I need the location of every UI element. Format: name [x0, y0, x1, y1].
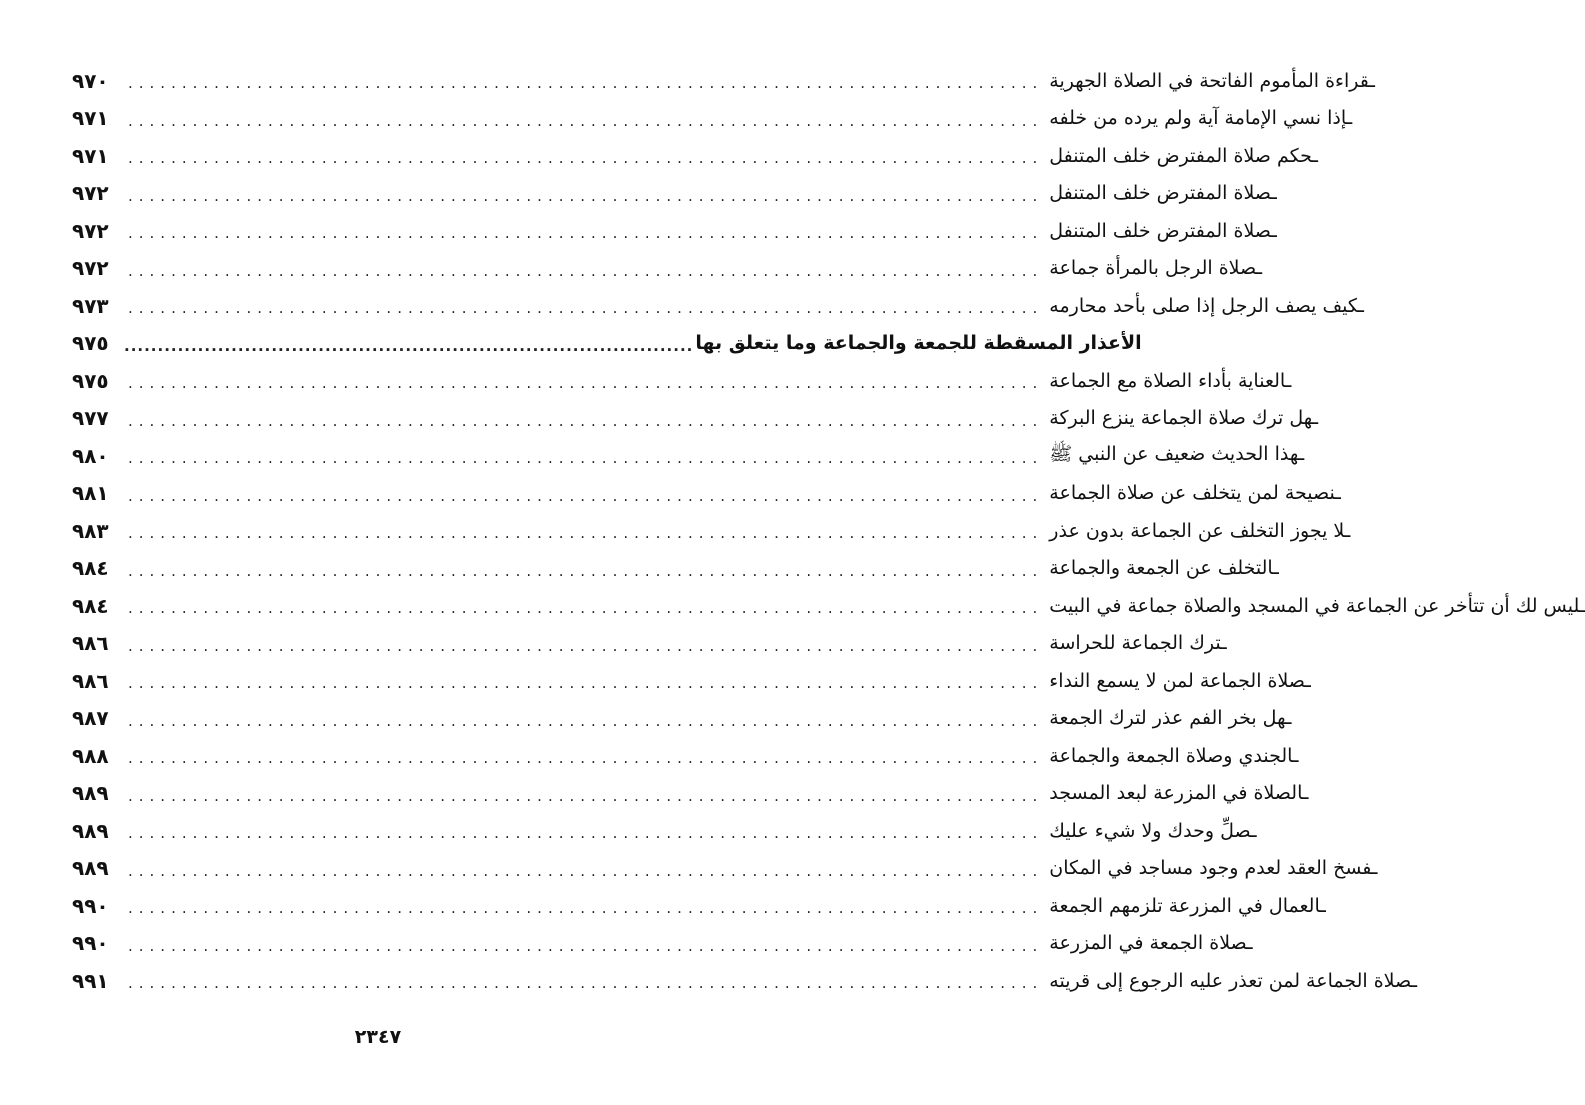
toc-page-number: ٩٧٠: [72, 68, 109, 93]
toc-section-title: الأعذار المسقطة للجمعة والجماعة وما يتعلق بها: [695, 332, 1142, 355]
toc-entry: [72, 587, 1585, 625]
toc-page-number: ٩٨٧: [72, 706, 109, 731]
dot-leader: .....................................................................................: [128, 674, 1044, 693]
toc-page-number: ٩٩١: [72, 968, 109, 993]
dot-leader: .....................................................................................: [128, 74, 1044, 93]
toc-entry-title: ـترك الجماعة للحراسة: [1049, 632, 1227, 655]
dot-leader: .....................................................................................: [128, 899, 1044, 918]
toc-entry-title: ـهل بخر الفم عذر لترك الجمعة: [1049, 707, 1292, 730]
dot-leader: .....................................................................................: [128, 936, 1044, 955]
toc-entry: [72, 400, 1319, 438]
toc-entry-title: ـالتخلف عن الجمعة والجماعة: [1049, 557, 1279, 580]
dot-leader: .....................................................................................: [128, 711, 1044, 730]
toc-entry: [72, 550, 1279, 588]
toc-entry: [72, 850, 1378, 888]
toc-entry-title: ـلا يجوز التخلف عن الجماعة بدون عذر: [1049, 519, 1351, 542]
toc-entry: [72, 137, 1318, 175]
dot-leader: .....................................................................................: [128, 636, 1044, 655]
toc-page-number: ٩٨٠: [72, 443, 109, 468]
toc-page-number: ٩٩٠: [72, 931, 109, 956]
dot-leader: .....................................................................................: [128, 824, 1044, 843]
dot-leader: .....................................................................................: [128, 299, 1044, 318]
dot-leader: .....................................................................................: [128, 524, 1044, 543]
dot-leader: .....................................................................................: [128, 111, 1044, 130]
toc-entry: [72, 475, 1341, 513]
toc-page-number: ٩٧٢: [72, 256, 109, 281]
toc-entry: [72, 100, 1353, 138]
toc-entry-title: ـإذا نسي الإمامة آية ولم يرده من خلفه: [1049, 107, 1353, 130]
dot-leader: .....................................................................................: [128, 411, 1044, 430]
toc-page-number: ٩٨٩: [72, 781, 109, 806]
dot-leader: .....................................................................................: [128, 786, 1044, 805]
toc-page-number: ٩٨٤: [72, 556, 109, 581]
dot-leader: .....................................................................................: [128, 449, 1044, 468]
toc-page-number: ٩٨١: [72, 481, 109, 506]
toc-page-number: ٩٨٩: [72, 818, 109, 843]
toc-page-number: ٩٨٣: [72, 518, 109, 543]
toc-entry-title: ـصلاة الرجل بالمرأة جماعة: [1049, 257, 1263, 280]
dot-leader: .....................................................................................: [128, 599, 1044, 618]
dot-leader: .....................................................................................: [128, 861, 1044, 880]
toc-entry: [72, 362, 1292, 400]
toc-page-number: ٩٨٦: [72, 631, 109, 656]
toc-entry-title: ـكيف يصف الرجل إذا صلى بأحد محارمه: [1049, 294, 1364, 317]
toc-page-number: ٩٧١: [72, 143, 109, 168]
toc-entry: [72, 212, 1277, 250]
toc-entry: [72, 625, 1227, 663]
toc-entry-title: ـالعمال في المزرعة تلزمهم الجمعة: [1049, 894, 1326, 917]
toc-entry-title: ـصلاة المفترض خلف المتنفل: [1049, 219, 1277, 242]
toc-entry-title: ـهذا الحديث ضعيف عن النبي ﷺ: [1049, 442, 1305, 465]
toc-entry-title: ـصلاة الجماعة لمن تعذر عليه الرجوع إلى قريته: [1049, 969, 1418, 992]
toc-section-heading: [72, 325, 1142, 363]
toc-entry-title: ـقراءة المأموم الفاتحة في الصلاة الجهرية: [1049, 69, 1375, 92]
toc-entry-title: ـالجندي وصلاة الجمعة والجماعة: [1049, 744, 1299, 767]
toc-page-number: ٩٨٨: [72, 743, 109, 768]
toc-entry: [72, 662, 1311, 700]
toc-entry: [72, 925, 1253, 963]
toc-page-number: ٩٧٢: [72, 218, 109, 243]
toc-entry-title: ـفسخ العقد لعدم وجود مساجد في المكان: [1049, 857, 1378, 880]
toc-page-number: ٩٧١: [72, 106, 109, 131]
toc-entry-title: ـليس لك أن تتأخر عن الجماعة في المسجد والصلاة جماعة في البيت: [1049, 594, 1585, 617]
toc-page-number: ٩٧٢: [72, 181, 109, 206]
dot-leader: .....................................................................................: [128, 374, 1044, 393]
toc-entry: [72, 437, 1305, 475]
dot-leader: .....................................................................................: [128, 486, 1044, 505]
toc-page-number: ٩٨٦: [72, 668, 109, 693]
toc-entry: [72, 512, 1351, 550]
toc-entry: [72, 887, 1326, 925]
toc-entry-title: ـصلِّ وحدك ولا شيء عليك: [1049, 819, 1257, 842]
toc-entry: [72, 250, 1263, 288]
toc-entry-title: ـنصيحة لمن يتخلف عن صلاة الجماعة: [1049, 482, 1341, 505]
toc-page-number: ٩٨٤: [72, 593, 109, 618]
toc-page-number: ٩٩٠: [72, 893, 109, 918]
toc-entry: [72, 737, 1299, 775]
toc-entry: [72, 175, 1277, 213]
toc-entry-title: ـالصلاة في المزرعة لبعد المسجد: [1049, 782, 1309, 805]
dot-leader: .....................................................................................: [128, 261, 1044, 280]
toc-page-number: ٩٧٥: [72, 368, 109, 393]
toc-entry-title: ـحكم صلاة المفترض خلف المتنفل: [1049, 144, 1318, 167]
dot-leader: .....................................................................................: [128, 561, 1044, 580]
dot-leader: .....................................................................................: [128, 186, 1044, 205]
dot-leader: .....................................................................................: [128, 974, 1044, 993]
toc-entry-title: ـصلاة المفترض خلف المتنفل: [1049, 182, 1277, 205]
dot-leader: .....................................................................................: [124, 336, 694, 355]
page-number-footer: ٢٣٤٧: [354, 1026, 402, 1048]
toc-entry: [72, 700, 1292, 738]
dot-leader: .....................................................................................: [128, 749, 1044, 768]
toc-entry-title: ـصلاة الجماعة لمن لا يسمع النداء: [1049, 669, 1311, 692]
toc-entry: [72, 62, 1375, 100]
toc-page-number: ٩٧٥: [72, 331, 109, 356]
toc-page-number: ٩٧٣: [72, 293, 109, 318]
toc-entry: [72, 287, 1364, 325]
toc-entry-title: ـصلاة الجمعة في المزرعة: [1049, 932, 1253, 955]
toc-entry-title: ـهل ترك صلاة الجماعة ينزع البركة: [1049, 407, 1319, 430]
toc-entry: [72, 775, 1309, 813]
dot-leader: .....................................................................................: [128, 149, 1044, 168]
toc-entry-title: ـالعناية بأداء الصلاة مع الجماعة: [1049, 369, 1292, 392]
dot-leader: .....................................................................................: [128, 224, 1044, 243]
toc-entry: [72, 812, 1257, 850]
toc-page-number: ٩٧٧: [72, 406, 109, 431]
toc-page-number: ٩٨٩: [72, 856, 109, 881]
toc-entry: [72, 962, 1418, 1000]
table-of-contents: [72, 62, 1585, 1000]
